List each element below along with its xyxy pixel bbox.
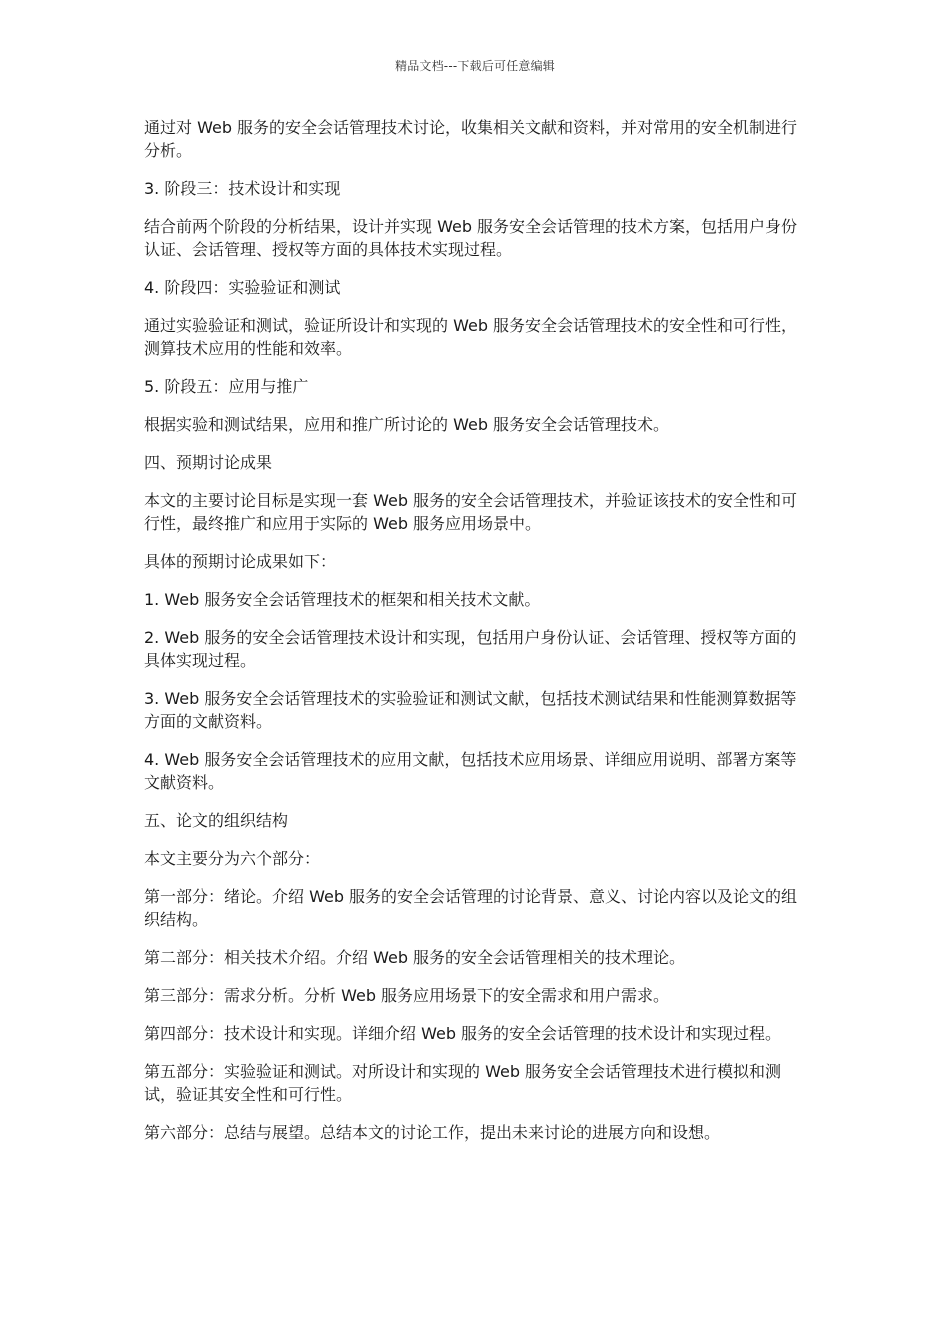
stage-5-text: 根据实验和测试结果，应用和推广所讨论的 Web 服务安全会话管理技术。 (144, 415, 670, 434)
stage-3-text: 结合前两个阶段的分析结果，设计并实现 Web 服务安全会话管理的技术方案，包括用户身份认证、会话管理、授权等方面的具体技术实现过程。 (144, 217, 798, 259)
part-4: 第四部分：技术设计和实现。详细介绍 Web 服务的安全会话管理的技术设计和实现过程。 (144, 1024, 782, 1043)
stage-3-heading: 3. 阶段三：技术设计和实现 (144, 179, 341, 198)
stage-5-heading: 5. 阶段五：应用与推广 (144, 377, 309, 396)
section-4-heading: 四、预期讨论成果 (144, 453, 273, 472)
expected-result-2: 2. Web 服务的安全会话管理技术设计和实现，包括用户身份认证、会话管理、授权等方面的具体实现过程。 (144, 628, 797, 670)
stage-4-heading: 4. 阶段四：实验验证和测试 (144, 278, 341, 297)
expected-result-4: 4. Web 服务安全会话管理技术的应用文献，包括技术应用场景、详细应用说明、部署方案等文献资料。 (144, 750, 797, 792)
part-6: 第六部分：总结与展望。总结本文的讨论工作，提出未来讨论的进展方向和设想。 (144, 1123, 721, 1142)
stage-4-text: 通过实验验证和测试，验证所设计和实现的 Web 服务安全会话管理技术的安全性和可行性，测算技术应用的性能和效率。 (144, 316, 798, 358)
structure-intro: 本文主要分为六个部分： (144, 849, 321, 868)
expected-result-3: 3. Web 服务安全会话管理技术的实验验证和测试文献，包括技术测试结果和性能测算数据等方面的文献资料。 (144, 689, 797, 731)
part-5: 第五部分：实验验证和测试。对所设计和实现的 Web 服务安全会话管理技术进行模拟和测试，验证其安全性和可行性。 (144, 1062, 782, 1104)
page-header: 精品文档---下载后可任意编辑 (395, 59, 555, 73)
section-5-heading: 五、论文的组织结构 (144, 811, 289, 830)
expected-result-1: 1. Web 服务安全会话管理技术的框架和相关技术文献。 (144, 590, 541, 609)
paragraph-intro-method: 通过对 Web 服务的安全会话管理技术讨论，收集相关文献和资料，并对常用的安全机制进行分析。 (144, 118, 798, 160)
section-4-text: 本文的主要讨论目标是实现一套 Web 服务的安全会话管理技术，并验证该技术的安全性和可行性，最终推广和应用于实际的 Web 服务应用场景中。 (144, 491, 798, 533)
document-body (144, 116, 808, 1159)
expected-results-intro: 具体的预期讨论成果如下： (144, 552, 337, 571)
part-2: 第二部分：相关技术介绍。介绍 Web 服务的安全会话管理相关的技术理论。 (144, 948, 686, 967)
part-1: 第一部分：绪论。介绍 Web 服务的安全会话管理的讨论背景、意义、讨论内容以及论文的组织结构。 (144, 887, 798, 929)
part-3: 第三部分：需求分析。分析 Web 服务应用场景下的安全需求和用户需求。 (144, 986, 670, 1005)
